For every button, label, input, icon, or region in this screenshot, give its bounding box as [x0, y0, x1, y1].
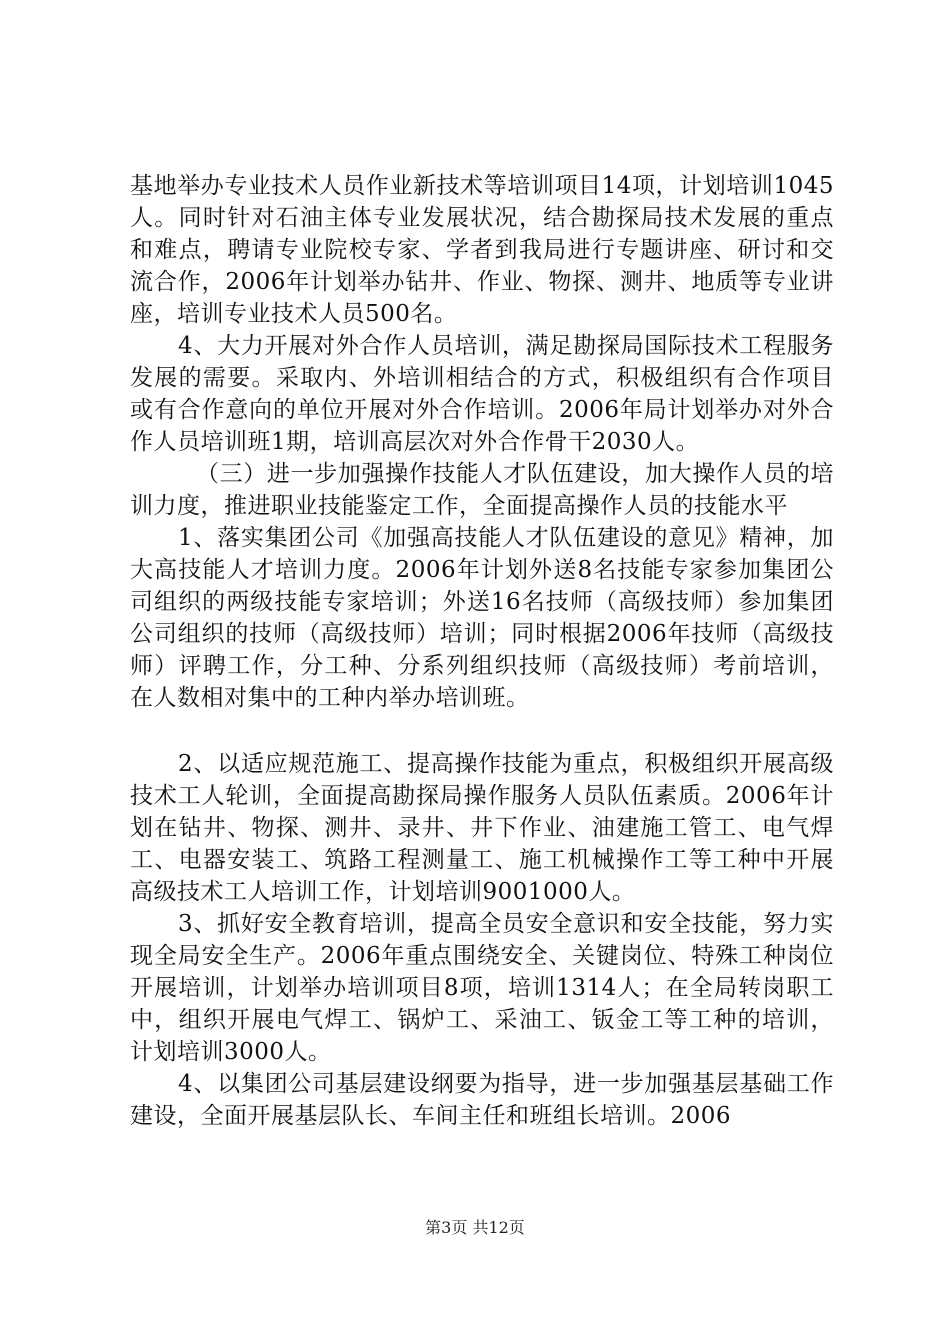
paragraph-continuation: 基地举办专业技术人员作业新技术等培训项目14项，计划培训1045人。同时针对石油主体专业发展状况，结合勘探局技术发展的重点和难点，聘请专业院校专家、学者到我局进行专题讲座、研讨和交流合作，2006年计划举办钻井、作业、物探、测井、地质等专业讲座，培训专业技术人员500名。 [130, 173, 834, 327]
paragraph-item-2-skilled-workers: 2、以适应规范施工、提高操作技能为重点，积极组织开展高级技术工人轮训，全面提高勘探局操作服务人员队伍素质。2006年计划在钻井、物探、测井、录井、井下作业、油建施工管工、电气焊工、电器安装工、筑路工程测量工、施工机械操作工等工种中开展高级技术工人培训工作，计划培训9001000人。 [130, 751, 834, 905]
document-body [130, 170, 834, 1132]
paragraph-gap [130, 714, 834, 748]
paragraph-item-4-grassroots: 4、以集团公司基层建设纲要为指导，进一步加强基层基础工作建设，全面开展基层队长、车间主任和班组长培训。2006 [130, 1071, 834, 1129]
paragraph-item-4-foreign-cooperation: 4、大力开展对外合作人员培训，满足勘探局国际技术工程服务发展的需要。采取内、外培训相结合的方式，积极组织有合作项目或有合作意向的单位开展对外合作培训。2006年局计划举办对外合作人员培训班1期，培训高层次对外合作骨干2030人。 [130, 333, 834, 455]
paragraph-item-3-safety-training: 3、抓好安全教育培训，提高全员安全意识和安全技能，努力实现全局安全生产。2006年重点围绕安全、关键岗位、特殊工种岗位开展培训，计划举办培训项目8项，培训1314人；在全局转岗职工中，组织开展电气焊工、锅炉工、采油工、钣金工等工种的培训，计划培训3000人。 [130, 911, 834, 1065]
paragraph-item-1-high-skill: 1、落实集团公司《加强高技能人才队伍建设的意见》精神，加大高技能人才培训力度。2006年计划外送8名技能专家参加集团公司组织的两级技能专家培训；外送16名技师（高级技师）参加集团公司组织的技师（高级技师）培训；同时根据2006年技师（高级技师）评聘工作，分工种、分系列组织技师（高级技师）考前培训，在人数相对集中的工种内举办培训班。 [130, 525, 834, 711]
section-heading-3: （三）进一步加强操作技能人才队伍建设，加大操作人员的培训力度，推进职业技能鉴定工作，全面提高操作人员的技能水平 [130, 461, 834, 519]
page-footer: 第3页 共12页 [425, 1218, 525, 1237]
